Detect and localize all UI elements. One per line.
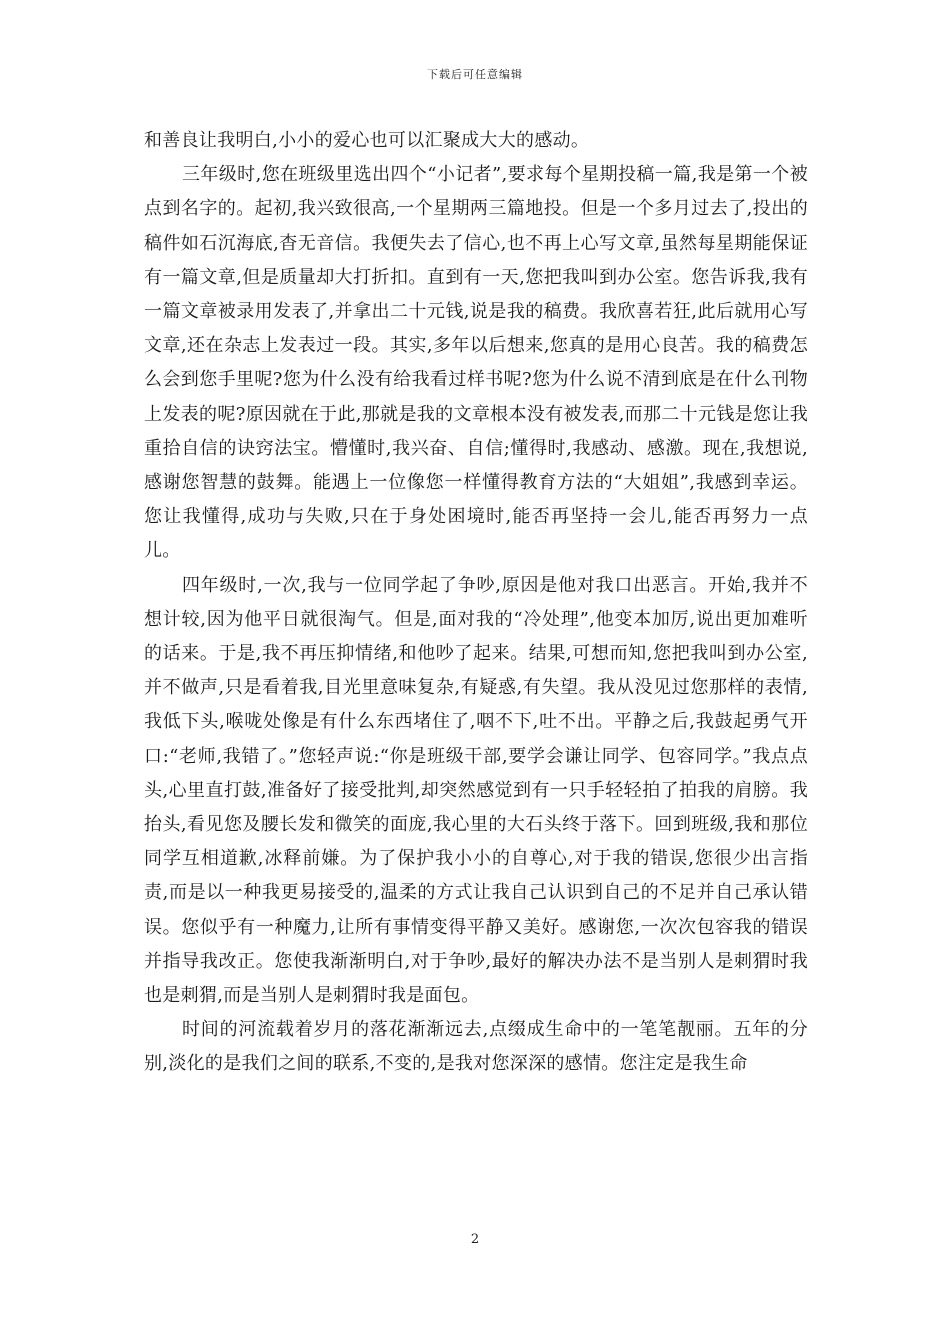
paragraph-time-river: 时间的河流载着岁月的落花渐渐远去,点缀成生命中的一笔笔靓丽。五年的分别,淡化的是我们之间的联系,不变的,是我对您深深的感情。您注定是我生命: [144, 1019, 808, 1075]
page-header: 下载后可任意编辑: [427, 68, 523, 81]
paragraph-third-grade: 三年级时,您在班级里选出四个“小记者”,要求每个星期投稿一篇,我是第一个被点到名字的。起初,我兴致很高,一个星期两三篇地投。但是一个多月过去了,投出的稿件如石沉海底,杳无音信。我便失去了信心,也不再上心写文章,虽然每星期能保证有一篇文章,但是质量却大打折扣。直到有一天,您把我叫到办公室。您告诉我,我有一篇文章被录用发表了,并拿出二十元钱,说是我的稿费。我欣喜若狂,此后就用心写文章,还在杂志上发表过一段。其实,多年以后想来,您真的是用心良苦。我的稿费怎么会到您手里呢?您为什么没有给我看过样书呢?您为什么说不清到底是在什么刊物上发表的呢?原因就在于此,那就是我的文章根本没有被发表,而那二十元钱是您让我重拾自信的诀窍法宝。懵懂时,我兴奋、自信;懂得时,我感动、感激。现在,我想说,感谢您智慧的鼓舞。能遇上一位像您一样懂得教育方法的“大姐姐”,我感到幸运。您让我懂得,成功与失败,只在于身处困境时,能否再坚持一会儿,能否再努力一点儿。: [144, 164, 808, 562]
paragraph-fourth-grade: 四年级时,一次,我与一位同学起了争吵,原因是他对我口出恶言。开始,我并不想计较,因为他平日就很淘气。但是,面对我的“冷处理”,他变本加厉,说出更加难听的话来。于是,我不再压抑情绪,和他吵了起来。结果,可想而知,您把我叫到办公室,并不做声,只是看着我,目光里意味复杂,有疑惑,有失望。我从没见过您那样的表情,我低下头,喉咙处像是有什么东西堵住了,咽不下,吐不出。平静之后,我鼓起勇气开口:“老师,我错了。”您轻声说:“你是班级干部,要学会谦让同学、包容同学。”我点点头,心里直打鼓,准备好了接受批判,却突然感觉到有一只手轻轻拍了拍我的肩膀。我抬头,看见您及腰长发和微笑的面庞,我心里的大石头终于落下。回到班级,我和那位同学互相道歉,冰释前嫌。为了保护我小小的自尊心,对于我的错误,您很少出言指责,而是以一种我更易接受的,温柔的方式让我自己认识到自己的不足并自己承认错误。您似乎有一种魔力,让所有事情变得平静又美好。感谢您,一次次包容我的错误并指导我改正。您使我渐渐明白,对于争吵,最好的解决办法不是当别人是刺猬时我也是刺猬,而是当别人是刺猬时我是面包。: [144, 574, 808, 1007]
page-number: 2: [470, 1232, 480, 1247]
paragraph-continuation: 和善良让我明白,小小的爱心也可以汇聚成大大的感动。: [144, 130, 590, 151]
document-body: [144, 124, 808, 1082]
